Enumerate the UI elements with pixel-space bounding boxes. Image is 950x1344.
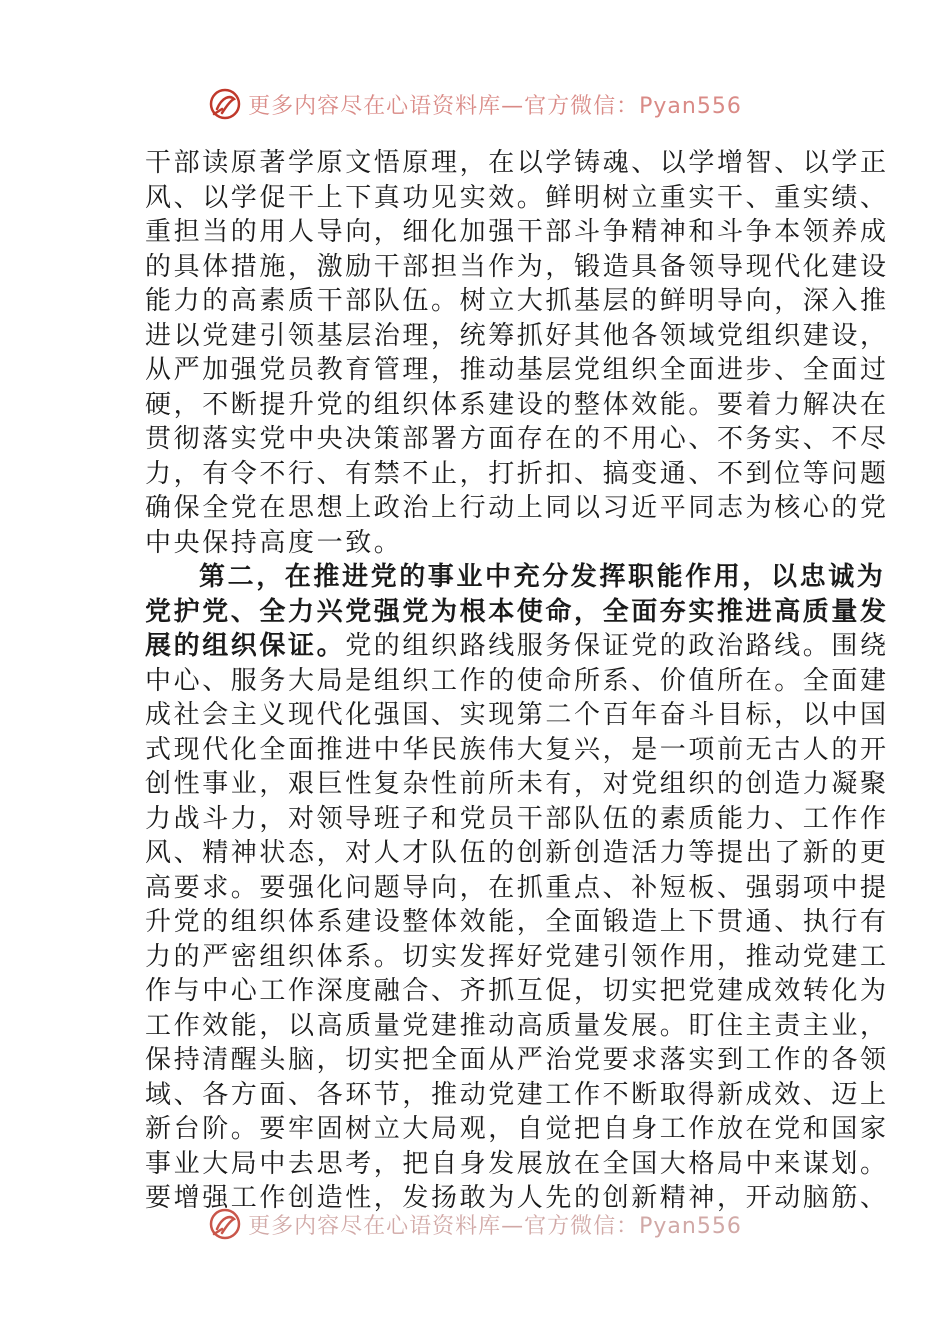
paragraph-line: 的具体措施，激励干部担当作为，锻造具备领导现代化建设 (145, 251, 889, 282)
paragraph-line: 工作效能，以高质量党建推动高质量发展。盯住主责主业， (145, 1010, 889, 1041)
section-heading-tail: 展的组织保证。 (145, 631, 346, 661)
paragraph-line: 力战斗力，对领导班子和党员干部队伍的素质能力、工作作 (145, 803, 889, 834)
paragraph-line: 域、各方面、各环节，推动党建工作不断取得新成效、迈上 (145, 1079, 889, 1110)
paragraph-line: 中心、服务大局是组织工作的使命所系、价值所在。全面建 (145, 665, 889, 696)
section-heading-line: 党护党、全力兴党强党为根本使命，全面夯实推进高质量发 (145, 596, 889, 627)
section-heading-line: 第二，在推进党的事业中充分发挥职能作用，以忠诚为 (199, 562, 886, 592)
paragraph-line: 干部读原著学原文悟原理，在以学铸魂、以学增智、以学正 (145, 148, 889, 178)
watermark-header (0, 84, 950, 124)
paragraph-line: 升党的组织体系建设整体效能，全面锻造上下贯通、执行有 (145, 907, 889, 937)
paragraph-line: 从严加强党员教育管理，推动基层党组织全面进步、全面过 (145, 355, 889, 385)
paragraph-line: 创性事业，艰巨性复杂性前所未有，对党组织的创造力凝聚 (145, 769, 889, 799)
paragraph-line: 风、以学促干上下真功见实效。鲜明树立重实干、重实绩、 (145, 182, 889, 213)
paragraph-line: 贯彻落实党中央决策部署方面存在的不用心、不务实、不尽 (145, 424, 889, 454)
paragraph-line: 高要求。要强化问题导向，在抓重点、补短板、强弱项中提 (145, 872, 889, 903)
watermark-text: 更多内容尽在心语资料库—官方微信：Pyan556 (248, 1213, 742, 1239)
paragraph-line: 作与中心工作深度融合、齐抓互促，切实把党建成效转化为 (145, 976, 889, 1006)
watermark-text: 更多内容尽在心语资料库—官方微信：Pyan556 (248, 93, 742, 119)
paragraph-line: 力的严密组织体系。切实发挥好党建引领作用，推动党建工 (145, 941, 889, 972)
paragraph-line: 重担当的用人导向，细化加强干部斗争精神和斗争本领养成 (145, 217, 889, 247)
paragraph-line: 能力的高素质干部队伍。树立大抓基层的鲜明导向，深入推 (145, 286, 889, 316)
paragraph-line: 事业大局中去思考，把自身发展放在全国大格局中来谋划。 (145, 1148, 889, 1179)
brand-logo-icon (208, 1207, 242, 1241)
paragraph-line: 风、精神状态，对人才队伍的创新创造活力等提出了新的更 (145, 838, 889, 868)
document-body (145, 146, 889, 1216)
paragraph-line: 中央保持高度一致。 (145, 527, 403, 558)
paragraph-line: 确保全党在思想上政治上行动上同以习近平同志为核心的党 (145, 493, 889, 523)
paragraph-line: 式现代化全面推进中华民族伟大复兴，是一项前无古人的开 (145, 734, 889, 765)
section-heading-mixed-line (145, 629, 889, 664)
watermark-footer (0, 1204, 950, 1244)
paragraph-line: 成社会主义现代化强国、实现第二个百年奋斗目标，以中国 (145, 700, 889, 730)
brand-logo-icon (208, 87, 242, 121)
paragraph-line: 进以党建引领基层治理，统筹抓好其他各领域党组织建设， (145, 320, 889, 351)
paragraph-line: 保持清醒头脑，切实把全面从严治党要求落实到工作的各领 (145, 1045, 889, 1075)
paragraph-line: 硬，不断提升党的组织体系建设的整体效能。要着力解决在 (145, 389, 889, 420)
paragraph-line: 新台阶。要牢固树立大局观，自觉把自身工作放在党和国家 (145, 1114, 889, 1144)
paragraph-line: 要增强工作创造性，发扬敢为人先的创新精神，开动脑筋、 (145, 1183, 889, 1213)
paragraph-line: 力，有令不行、有禁不止，打折扣、搞变通、不到位等问题 (145, 458, 889, 489)
paragraph-text: 党的组织路线服务保证党的政治路线。围绕 (345, 631, 889, 661)
